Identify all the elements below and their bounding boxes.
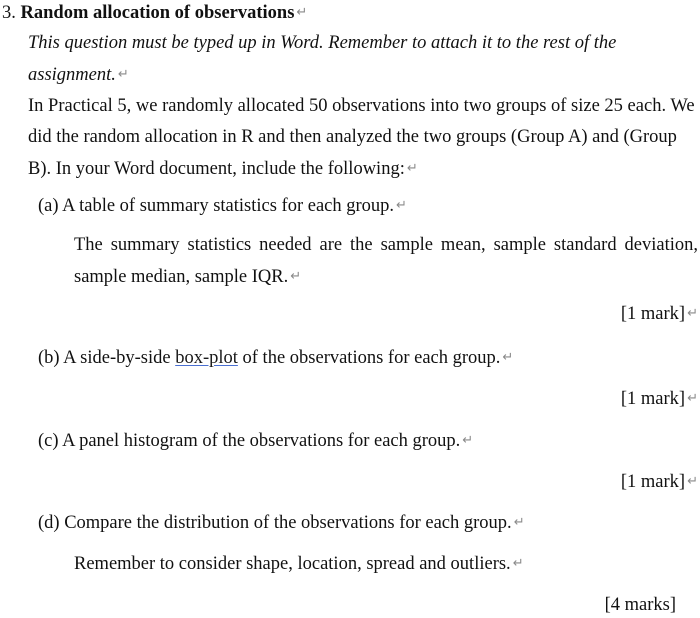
question-heading: [2, 2, 307, 24]
paragraph-mark-icon: ↵: [502, 350, 514, 365]
paragraph-mark-icon: ↵: [512, 556, 524, 571]
paragraph-mark-icon: ↵: [513, 515, 525, 530]
item-a-mark: [1 mark] ↵: [620, 304, 698, 324]
box-plot-link[interactable]: box-plot: [175, 348, 238, 368]
item-d-label: (d) Compare the distribution of the observations for each group. ↵: [38, 513, 525, 533]
paragraph-mark-icon: ↵: [462, 433, 474, 448]
paragraph-mark-icon: ↵: [396, 198, 407, 213]
item-d-detail: Remember to consider shape, location, spread and outliers. ↵: [74, 554, 524, 574]
item-c-label: (c) A panel histogram of the observations for each group. ↵: [38, 431, 474, 451]
item-b-label: (b) A side-by-side box-plot of the observations for each group. ↵: [38, 348, 514, 368]
item-d-mark: [4 marks]: [604, 595, 676, 615]
item-b-mark: [1 mark] ↵: [620, 389, 698, 409]
item-a-label: (a) A table of summary statistics for each group. ↵: [38, 196, 407, 216]
paragraph-mark-icon: ↵: [406, 161, 418, 176]
paragraph-mark-icon: ↵: [687, 306, 698, 321]
item-c-mark: [1 mark] ↵: [620, 472, 698, 492]
question-title: Random allocation of observations: [20, 3, 295, 23]
paragraph-mark-icon: ↵: [117, 67, 129, 82]
instruction-note: This question must be typed up in Word. Remember to attach it to the rest of the assignment. ↵: [28, 33, 617, 85]
paragraph-mark-icon: ↵: [687, 474, 698, 489]
item-a-detail: The summary statistics needed are the sample mean, sample standard deviation, sample median, sample IQR. ↵: [74, 235, 698, 287]
paragraph-mark-icon: ↵: [290, 269, 302, 284]
intro-paragraph: In Practical 5, we randomly allocated 50 observations into two groups of size 25 each. We did the random allocation in R and then analyzed the two groups (Group A) and (Group B). In your Word document, include the following: ↵: [28, 96, 695, 179]
question-number: 3.: [2, 3, 16, 23]
paragraph-mark-icon: ↵: [296, 5, 308, 20]
paragraph-mark-icon: ↵: [687, 391, 698, 406]
